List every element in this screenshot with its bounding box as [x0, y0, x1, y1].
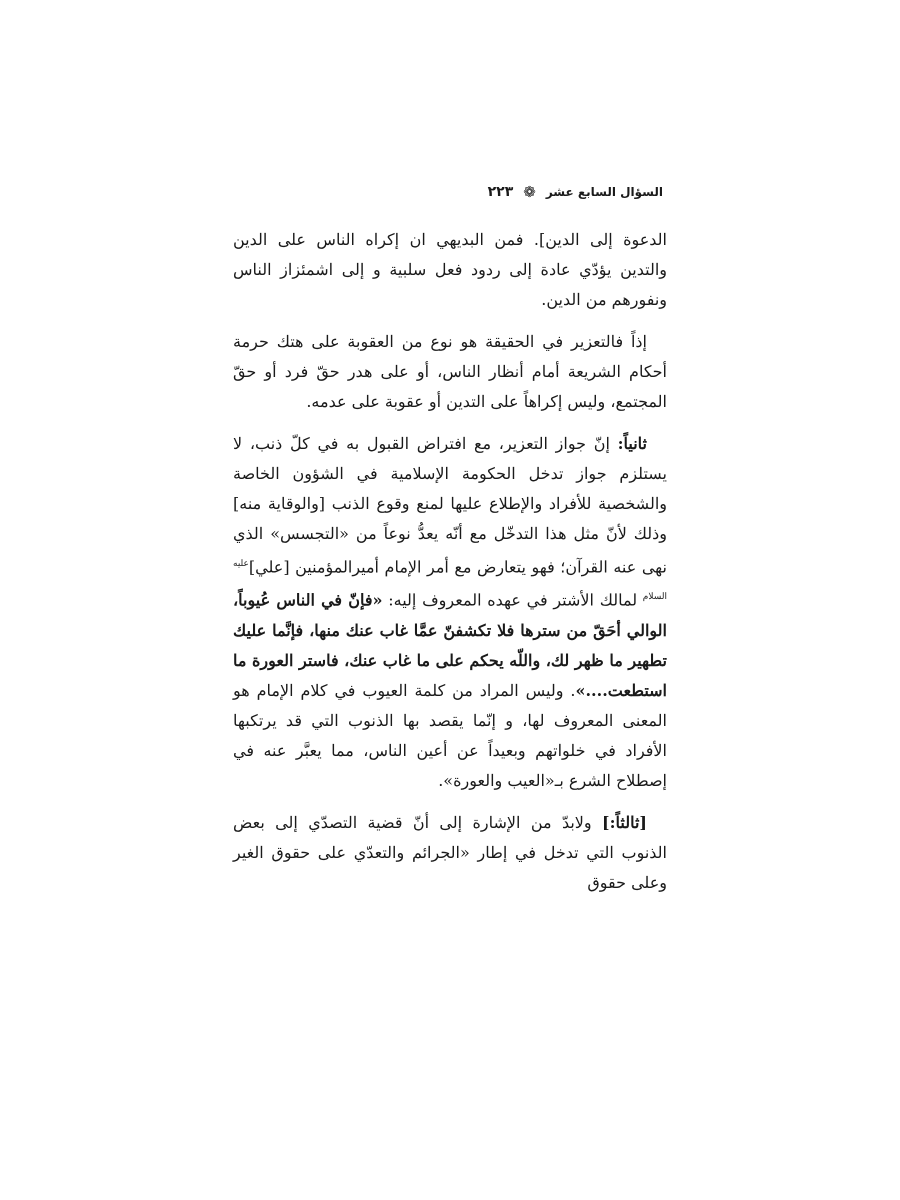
paragraph-3-text-c: . وليس المراد من كلمة العيوب في كلام الإمام هو المعنى المعروف لها، و إنّما يقصد بها الذنوب التي قد يرتكبها الأفراد في خلواتهم وبعيداً عن أعين الناس، مما يعبَّر عنه في إصطلاح الشرع بـ«العيب والعورة».	[233, 680, 667, 790]
running-header	[488, 184, 663, 200]
flower-ornament-icon: ❁	[523, 182, 536, 201]
page-number: ٢٢٣	[487, 184, 514, 200]
paragraph-1: الدعوة إلى الدين]. فمن البديهي ان إكراه الناس على الدين والتدين يؤدّي عادة إلى ردود فعل سلبية و إلى اشمئزاز الناس ونفورهم من الدين.	[233, 230, 667, 309]
imam-quote: «فإنّ في الناس عُيوباً، الوالي أحَقّ من سترها فلا تكشفنّ عمَّا غاب عنك منها، فإنَّما عليك تطهير ما ظهر لك، واللّه يحكم على ما غاب عنك، فاستر العورة ما استطعت....»	[233, 590, 667, 700]
paragraph-4-text: ولابدّ من الإشارة إلى أنّ قضية التصدّي إلى بعض الذنوب التي تدخل في إطار «الجرائم والتعدّي على حقوق الغير وعلى حقوق	[233, 812, 667, 892]
honorific-ligature: عليه السلام	[233, 559, 668, 603]
paragraph-3-lead: ثانياً:	[617, 434, 647, 453]
paragraph-3-text-b: لمالك الأشتر في عهده المعروف إليه:	[382, 590, 643, 610]
paragraph-3-text-a: إنّ جواز التعزير، مع افتراض القبول به في كلّ ذنب، لا يستلزم جواز تدخل الحكومة الإسلامية في الشؤون الخاصة والشخصية للأفراد والإطلاع عليها لمنع وقوع الذنب [والوقاية منه] وذلك لأنّ مثل هذا التدخّل مع أنّه يعدُّ نوعاً من «التجسس» الذي نهى عنه القرآن؛ فهو يتعارض مع أمر الإمام أميرالمؤمنين [علي]	[233, 434, 668, 577]
chapter-title: السؤال السابع عشر	[545, 185, 663, 199]
paragraph-4-lead: [ثالثاً:]	[602, 812, 647, 832]
body-text	[233, 225, 667, 910]
paragraph-2: إذاً فالتعزير في الحقيقة هو نوع من العقوبة على هتك حرمة أحكام الشريعة أمام أنظار الناس، أو على هدر حقّ فرد أو حقّ المجتمع، وليس إكراهاً على التدين أو عقوبة على عدمه.	[233, 332, 667, 411]
paragraph-4	[233, 808, 667, 898]
paragraph-3	[233, 429, 667, 796]
